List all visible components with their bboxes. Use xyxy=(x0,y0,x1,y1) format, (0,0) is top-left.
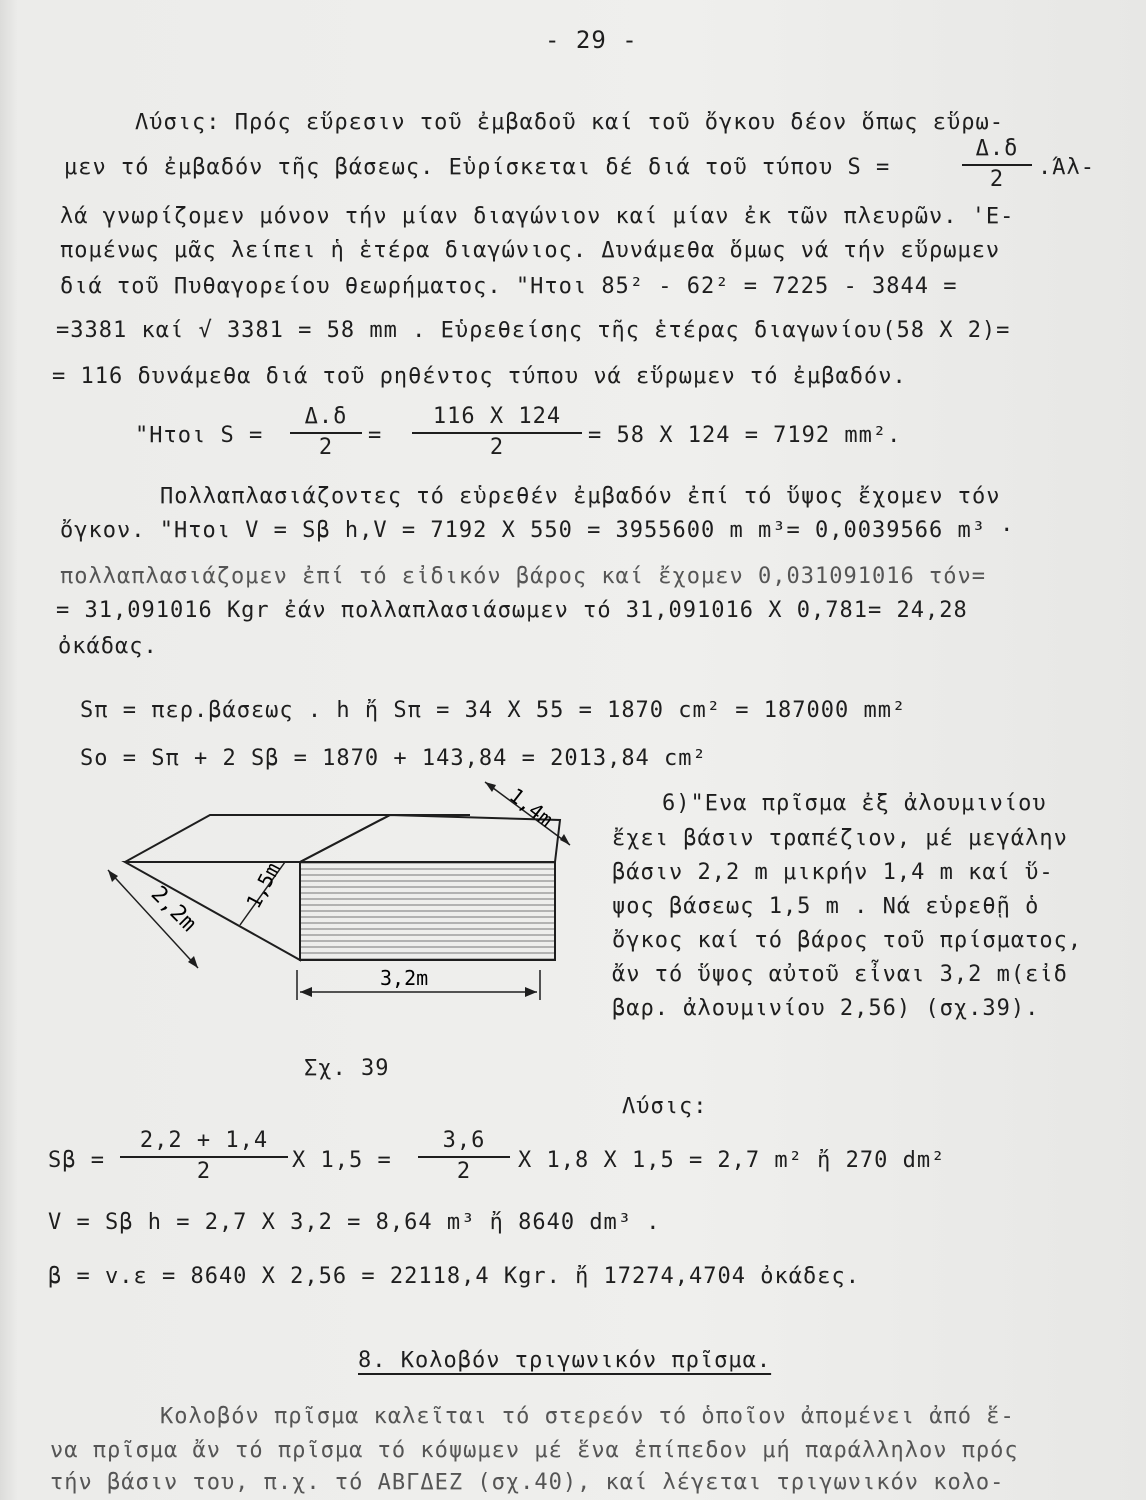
base-area-fraction-1-denominator: 2 xyxy=(196,1159,212,1184)
base-area-fraction-1 xyxy=(120,1130,288,1183)
problem6-line-7: βαρ. ἀλουμινίου 2,56) (σχ.39). xyxy=(612,996,1040,1021)
base-area-fraction-1-numerator: 2,2 + 1,4 xyxy=(120,1130,288,1158)
section-8-heading xyxy=(358,1350,771,1372)
solution1-line-12: = 31,091016 Kgr ἐάν πολλαπλασιάσωμεν τό 31,091016 X 0,781= 24,28 xyxy=(56,598,968,623)
section8-line-3: τήν βάσιν του, π.χ. τό ΑΒΓΔΕΖ (σχ.40), καί λέγεται τριγωνικόν κολο- xyxy=(50,1470,1005,1495)
prism-figure xyxy=(90,770,590,1040)
solution1-line-13: ὀκάδας. xyxy=(58,634,158,659)
base-area-fraction-2-numerator: 3,6 xyxy=(418,1130,510,1158)
solution1-line-2-end: .Άλ- xyxy=(1038,155,1095,180)
area-equation-equals: = xyxy=(368,423,383,448)
solution1-line-3: λά γνωρίζομεν μόνον τήν μίαν διαγώνιον καί μίαν ἐκ τῶν πλευρῶν. 'Ε- xyxy=(60,204,1015,229)
length-dimension-arrow-start xyxy=(300,987,312,997)
solution2-title: Λύσις: xyxy=(622,1094,708,1119)
area-equation-prefix: "Ητοι S = xyxy=(135,423,264,448)
area-formula-fraction xyxy=(962,138,1032,191)
problem6-line-6: ἄν τό ὕψος αὐτοῦ εἶναι 3,2 m(εἰδ xyxy=(612,962,1068,987)
volume-line: V = Sβ h = 2,7 X 3,2 = 8,64 m³ ἤ 8640 dm³ . xyxy=(48,1210,661,1235)
area-equation-fraction-2 xyxy=(412,406,582,459)
page-number: - 29 - xyxy=(545,26,638,54)
section8-line-2: να πρῖσμα ἄν τό πρῖσμα τό κόψωμεν μέ ἕνα ἐπίπεδον μή παράλληλον πρός xyxy=(50,1438,1019,1463)
area-equation-result: = 58 X 124 = 7192 mm². xyxy=(588,423,902,448)
solution1-line-2: μεν τό ἐμβαδόν τῆς βάσεως. Εὑρίσκεται δέ διά τοῦ τύπου S = xyxy=(64,155,891,180)
solution1-line-10: ὄγκον. "Ητοι V = Sβ h,V = 7192 X 550 = 3955600 m m³= 0,0039566 m³ · xyxy=(60,518,1015,543)
top-dimension-arrow-end xyxy=(560,834,570,845)
top-dimension-arrow-start xyxy=(485,782,496,792)
problem6-line-1: 6)"Ενα πρῖσμα ἐξ ἀλουμινίου xyxy=(662,791,1047,816)
base-area-prefix: Sβ = xyxy=(48,1148,105,1173)
area-formula-numerator: Δ.δ xyxy=(962,138,1032,166)
base-area-middle: X 1,5 = xyxy=(292,1148,392,1173)
base-area-fraction-2-denominator: 2 xyxy=(456,1159,472,1184)
section-8-heading-text: 8. Κολοβόν τριγωνικόν πρῖσμα. xyxy=(358,1348,772,1373)
solution1-line-6: =3381 καί √ 3381 = 58 mm . Εὑρεθείσης τῆς ἑτέρας διαγωνίου(58 X 2)= xyxy=(56,318,1011,343)
area-equation-fraction-2-denominator: 2 xyxy=(489,435,505,460)
label-top-width: 1,4m xyxy=(504,783,558,832)
area-equation-fraction-1-numerator: Δ.δ xyxy=(290,406,362,434)
area-equation-fraction-1 xyxy=(290,406,362,459)
solution1-line-4: πομένως μᾶς λείπει ἡ ἑτέρα διαγώνιος. Δυνάμεθα ὅμως νά τήν εὕρωμεν xyxy=(60,238,1001,263)
problem6-line-3: βάσιν 2,2 m μικρήν 1,4 m καί ὕ- xyxy=(612,860,1054,885)
solution1-line-7: = 116 δυνάμεθα διά τοῦ ρηθέντος τύπου νά εὕρωμεν τό ἐμβαδόν. xyxy=(52,364,907,389)
weight-line: β = v.ε = 8640 X 2,56 = 22118,4 Kgr. ἤ 17274,4704 ὀκάδες. xyxy=(48,1264,860,1289)
solution1-line-11: πολλαπλασιάζομεν ἐπί τό εἰδικόν βάρος καί ἔχομεν 0,031091016 τόν= xyxy=(60,564,986,589)
lateral-area-line: Sπ = περ.βάσεως . h ἤ Sπ = 34 X 55 = 1870 cm² = 187000 mm² xyxy=(80,698,907,723)
prism-top-face xyxy=(125,815,390,862)
figure-caption: Σχ. 39 xyxy=(304,1056,390,1081)
label-base-length: 2,2m xyxy=(145,881,201,937)
base-area-result: X 1,8 X 1,5 = 2,7 m² ἤ 270 dm² xyxy=(518,1148,946,1173)
prism-front-face xyxy=(300,862,555,960)
area-equation-fraction-2-numerator: 116 X 124 xyxy=(412,406,582,434)
problem6-line-4: ψος βάσεως 1,5 m . Νά εὑρεθῇ ὁ xyxy=(612,894,1040,919)
length-dimension-arrow-end xyxy=(525,987,537,997)
prism-slanted-face xyxy=(300,815,560,862)
solution1-line-5: διά τοῦ Πυθαγορείου θεωρήματος. "Ητοι 85² - 62² = 7225 - 3844 = xyxy=(60,274,958,299)
area-formula-denominator: 2 xyxy=(989,167,1005,192)
total-area-line: So = Sπ + 2 Sβ = 1870 + 143,84 = 2013,84 cm² xyxy=(80,746,707,771)
section8-line-1: Κολοβόν πρῖσμα καλεῖται τό στερεόν τό ὁποῖον ἀπομένει ἀπό ἕ- xyxy=(160,1404,1015,1429)
problem6-line-2: ἔχει βάσιν τραπέζιον, μέ μεγάλην xyxy=(612,826,1068,851)
label-prism-length: 3,2m xyxy=(380,966,429,990)
problem6-line-5: ὄγκος καί τό βάρος τοῦ πρίσματος, xyxy=(612,928,1083,953)
base-area-fraction-2 xyxy=(418,1130,510,1183)
solution1-line-1: Λύσις: Πρός εὕρεσιν τοῦ ἐμβαδοῦ καί τοῦ ὄγκου δέον ὅπως εὕρω- xyxy=(135,110,1004,135)
label-base-height: 1,5m xyxy=(241,858,286,913)
solution1-line-9: Πολλαπλασιάζοντες τό εὑρεθέν ἐμβαδόν ἐπί τό ὕψος ἔχομεν τόν xyxy=(160,484,1001,509)
area-equation-fraction-1-denominator: 2 xyxy=(318,435,334,460)
